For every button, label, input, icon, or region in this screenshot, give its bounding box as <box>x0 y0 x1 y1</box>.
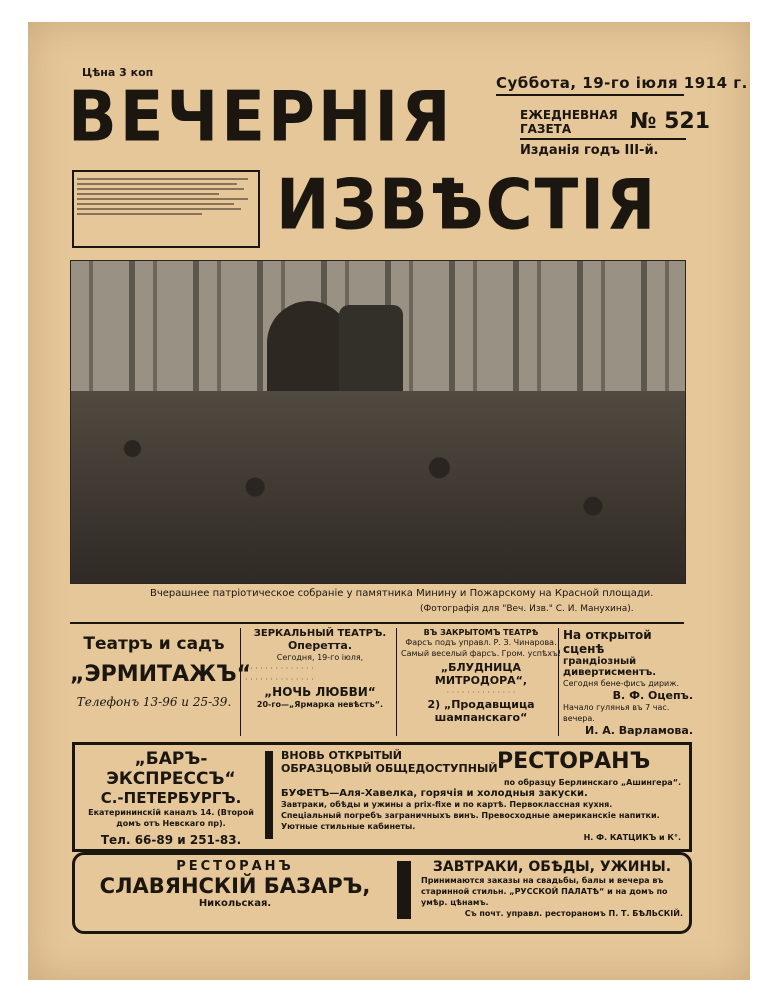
bar-express-city: С.-ПЕТЕРБУРГЪ. <box>100 789 242 807</box>
bar-express-meals: Завтраки, обѣды и ужины а prix-fixe и по картѣ. Первоклассная кухня. <box>281 800 613 809</box>
hermitage-title: „ЭРМИТАЖЪ“ <box>70 662 252 687</box>
open-stage-text2: Начало гулянья въ 7 час. вечера. <box>563 703 670 723</box>
closed-theatre-text1: Фарсъ подъ управл. Р. З. Чинарова. <box>405 638 557 647</box>
bar-express-intro: ВНОВЬ ОТКРЫТЫЙ <box>281 749 402 762</box>
slav-divider <box>397 861 411 919</box>
bar-express-buffet: БУФЕТЪ—Аля-Хавелка, горячія и холодныя закуски. <box>281 788 588 799</box>
open-stage-subheading: грандіозный дивертисментъ. <box>563 656 657 678</box>
mirror-theatre-heading: ЗЕРКАЛЬНЫЙ ТЕАТРЪ. <box>253 628 387 639</box>
slav-text: Принимаются заказы на свадьбы, балы и вечера въ старинной стильн. „РУССКОЙ ПАЛАТѢ“ и на домъ по умѣр. цѣнамъ. <box>421 876 668 907</box>
photo-credit: (Фотографія для "Веч. Изв." С. И. Манухина). <box>420 604 634 614</box>
hermitage-heading: Театръ и садъ <box>83 634 225 654</box>
issue-date: Суббота, 19-го іюля 1914 г. <box>496 74 748 92</box>
masthead-title-line1: ВЕЧЕРНІЯ <box>68 78 454 158</box>
ad-mirror-theatre: ЗЕРКАЛЬНЫЙ ТЕАТРЪ. Оперетта. Сегодня, 19-го іюля, · · · · · · · · · · · · · · · · · · · · · · · · · · · · „НОЧЬ ЛЮБВИ“ 20-го—„Ярмарка невѣстъ“. <box>240 628 395 736</box>
bar-express-intro2: ОБРАЗЦОВЫЙ ОБЩЕДОСТУПНЫЙ <box>281 762 498 775</box>
open-stage-name1: В. Ф. Оцепъ. <box>612 689 693 702</box>
open-stage-name2: И. А. Варламова. <box>584 724 693 737</box>
bar-express-phones: Тел. 66-89 и 251-83. <box>100 833 242 847</box>
ad-slavyansky-bazar <box>72 852 692 934</box>
issue-number: № 521 <box>630 109 711 134</box>
closed-theatre-show2: 2) „Продавщица шампанскаго“ <box>427 698 535 724</box>
closed-theatre-show1: „БЛУДНИЦА МИТРОДОРА“, <box>434 661 528 687</box>
slav-meals: ЗАВТРАКИ, ОБѢДЫ, УЖИНЫ. <box>432 859 672 875</box>
photo-divider <box>70 622 684 624</box>
hermitage-phone: Телефонъ 13-96 и 25-39. <box>76 695 232 709</box>
mirror-theatre-show2: 20-го—„Ярмарка невѣстъ“. <box>256 700 384 709</box>
mirror-theatre-date: Сегодня, 19-го іюля, <box>276 653 364 662</box>
photo-crowd <box>71 391 685 583</box>
price: Цѣна 3 коп <box>82 66 154 79</box>
ad-closed-theatre: ВЪ ЗАКРЫТОМЪ ТЕАТРѢ Фарсъ подъ управл. Р. З. Чинарова. Самый веселый фарсъ. Гром. успѣхъ! „БЛУДНИЦА МИТРОДОРА“, · · · · · · · · · · · · · · 2) „Продавщица шампанскаго“ <box>396 628 561 736</box>
bar-express-owner: Н. Ф. КАТЦИКЪ и К°. <box>583 833 681 842</box>
mirror-theatre-genre: Оперетта. <box>287 639 353 652</box>
open-stage-heading: На открытой сценѣ <box>563 628 652 656</box>
slav-street: Никольская. <box>198 898 272 909</box>
publication-year: Изданія годъ III-й. <box>520 143 659 158</box>
bar-express-divider <box>265 751 273 839</box>
mirror-theatre-show: „НОЧЬ ЛЮБВИ“ <box>264 685 376 699</box>
ad-hermitage <box>70 628 252 736</box>
closed-theatre-heading: ВЪ ЗАКРЫТОМЪ ТЕАТРѢ <box>423 628 539 637</box>
bar-express-restaurant: РЕСТОРАНЪ <box>497 749 651 774</box>
ad-bar-express <box>72 742 692 852</box>
slav-name: СЛАВЯНСКІЙ БАЗАРЪ, <box>99 874 371 898</box>
closed-theatre-text2: Самый веселый фарсъ. Гром. успѣхъ! <box>401 649 561 658</box>
bar-express-model: по образцу Берлинскаго „Ашингера“. <box>504 778 681 787</box>
photo-caption: Вчерашнее патріотическое собраніе у памятника Минину и Пожарскому на Красной площади. <box>150 588 654 599</box>
open-stage-text1: Сегодня бене-фисъ дириж. <box>563 679 680 688</box>
slav-label: РЕСТОРАНЪ <box>176 859 294 874</box>
editorial-notice-box <box>72 170 260 248</box>
masthead-title-line2: ИЗВѢСТІЯ <box>276 166 658 246</box>
photo-monument <box>339 305 403 395</box>
bar-express-name: „БАРЪ-ЭКСПРЕССЪ“ <box>106 749 236 789</box>
front-page-photo <box>70 260 686 584</box>
date-rule <box>496 94 684 96</box>
bar-express-address: Екатерининскій каналъ 14. (Второй домъ отъ Невскаго пр). <box>88 808 254 828</box>
ad-open-stage <box>558 628 693 736</box>
bar-express-cellar: Спеціальный погребъ заграничныхъ винъ. Превосходные американскіе напитки. Уютные стильные кабинеты. <box>281 811 660 831</box>
issue-rule <box>520 138 686 140</box>
slav-manager: Съ почт. управл. рестораномъ П. Т. БѢЛЬСКІЙ. <box>464 909 683 918</box>
daily-label: ЕЖЕДНЕВНАЯ ГАЗЕТА <box>520 108 618 136</box>
